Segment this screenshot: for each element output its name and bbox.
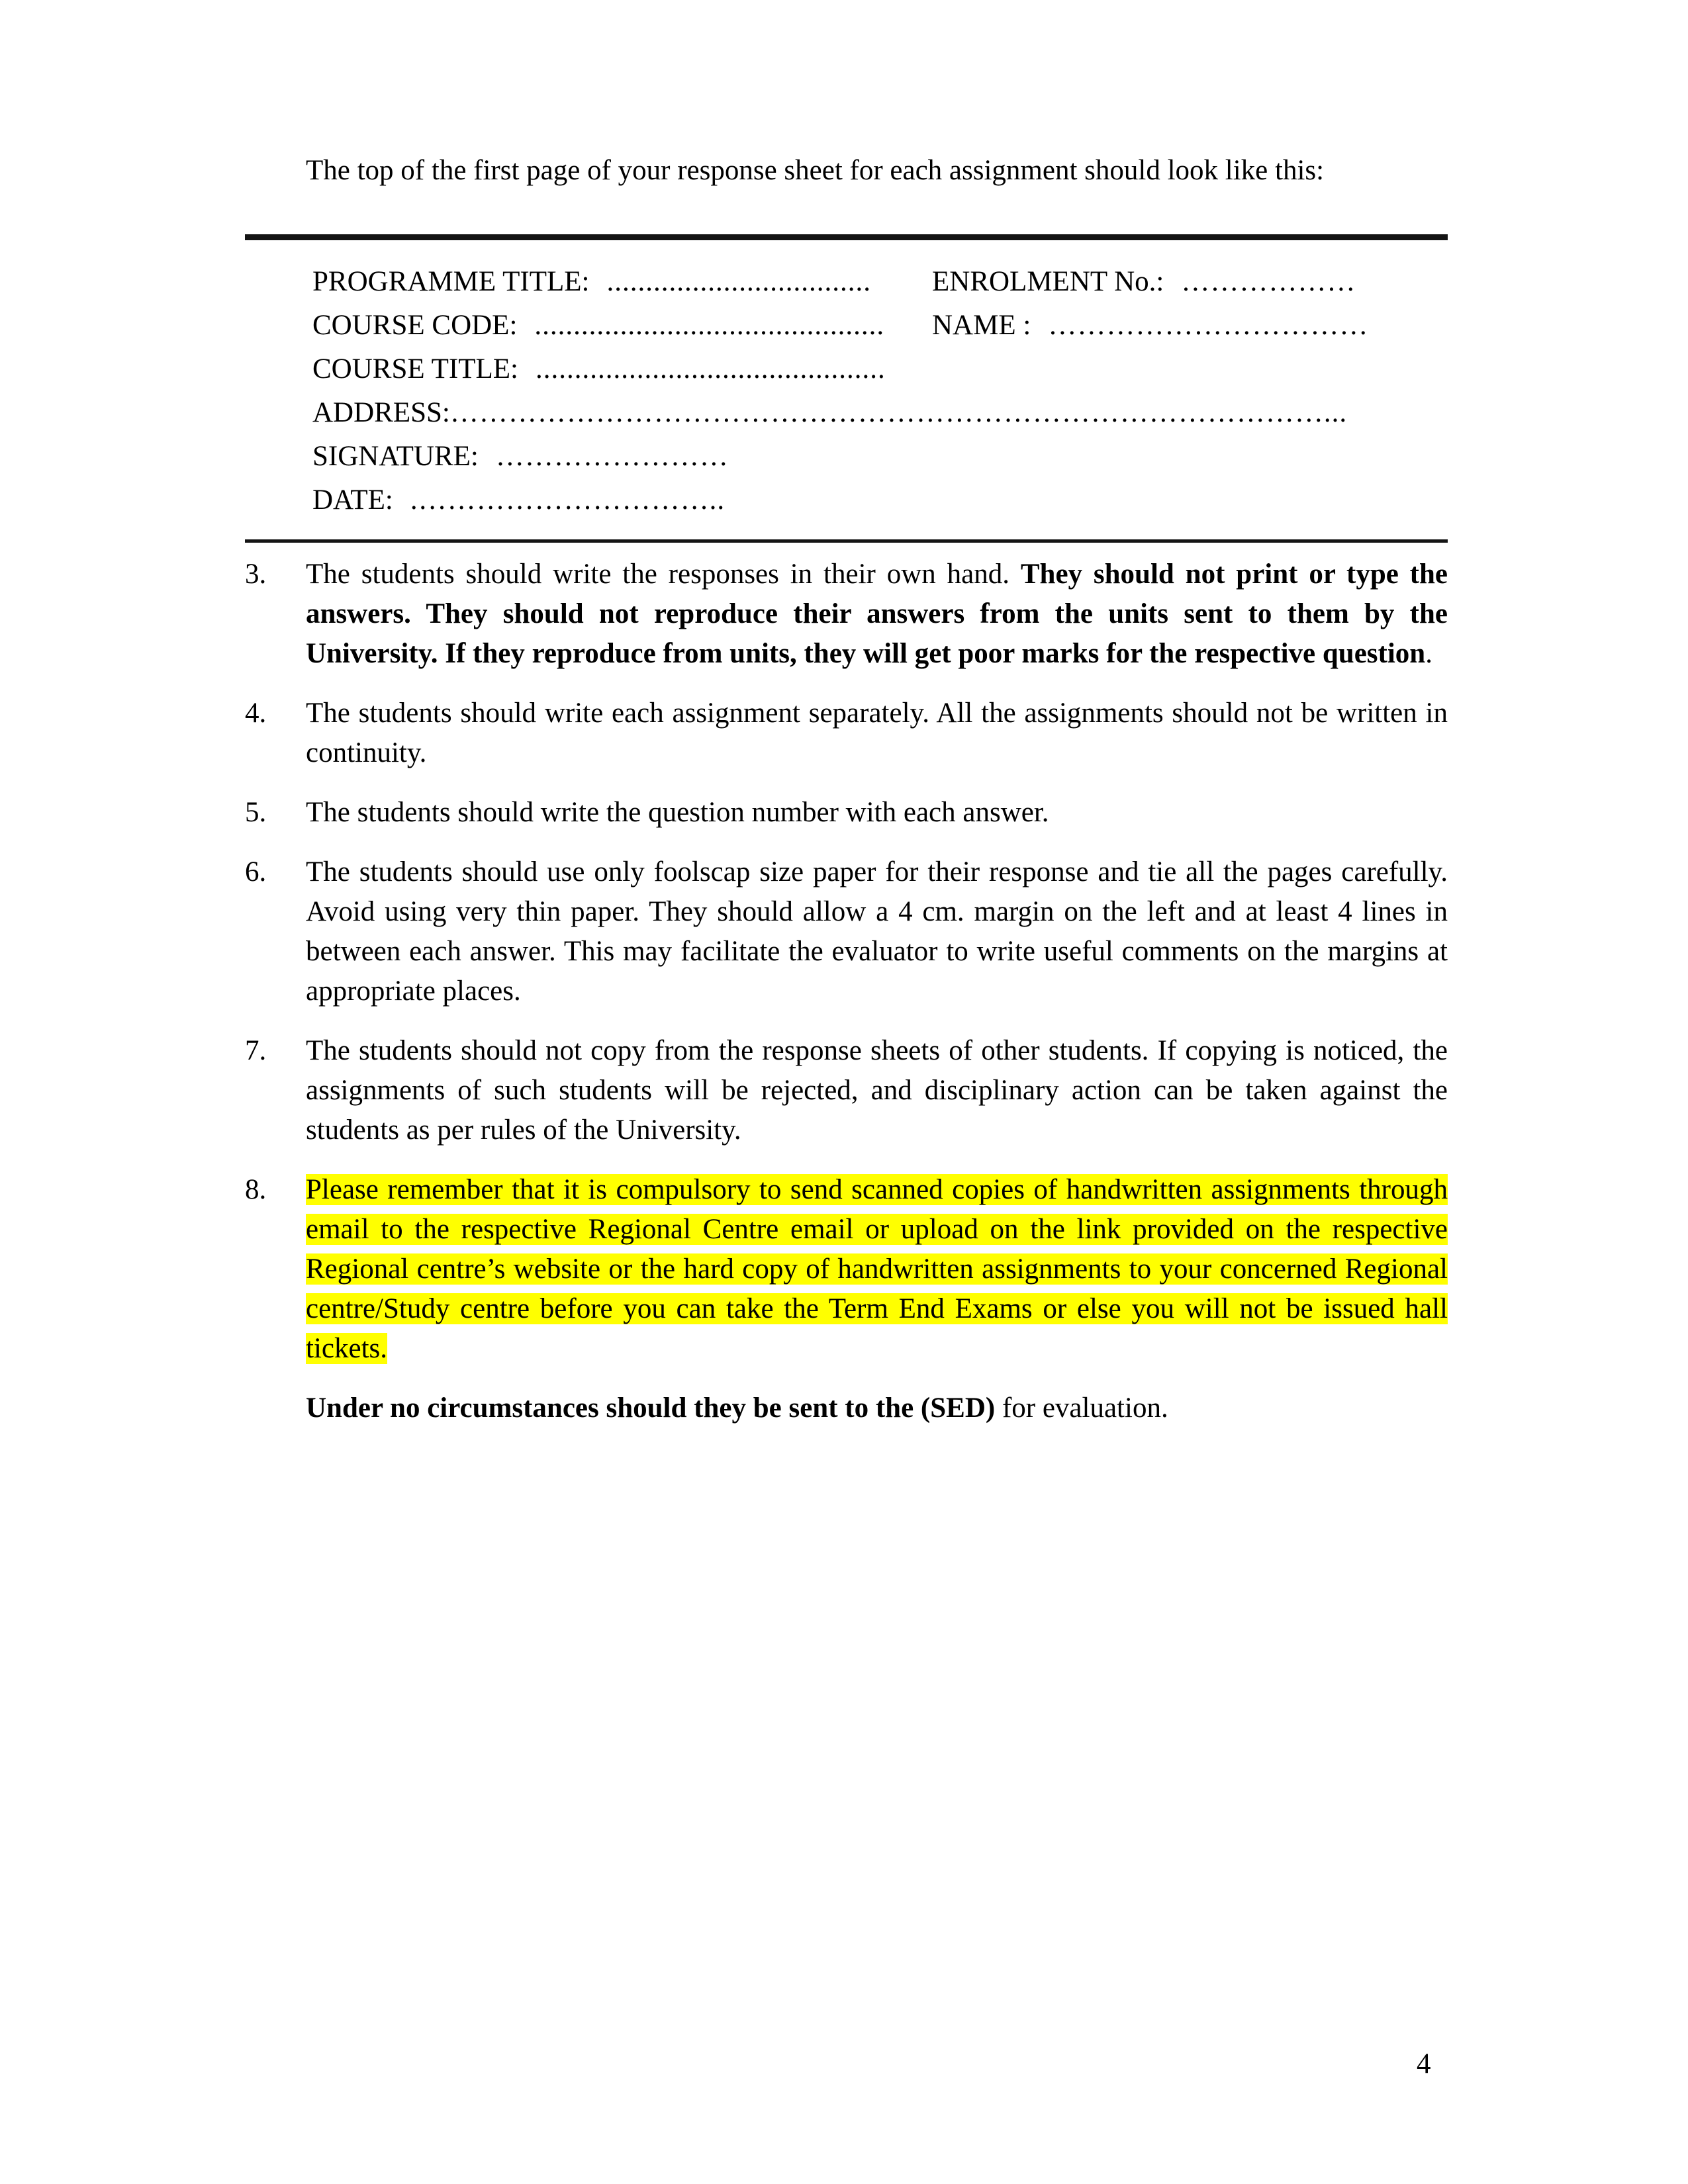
enrolment-no-field bbox=[932, 260, 1448, 304]
bold-text-run: Under no circumstances should they be sent to the (SED) bbox=[306, 1392, 996, 1424]
date-label: DATE: bbox=[312, 484, 393, 516]
text-run: for evaluation. bbox=[995, 1392, 1168, 1424]
list-item-text bbox=[306, 555, 1448, 674]
name-field bbox=[932, 304, 1448, 347]
programme-title-dotted-line: .................................. bbox=[606, 266, 871, 297]
response-sheet-header-box bbox=[245, 240, 1448, 539]
text-run: . bbox=[1425, 638, 1432, 669]
list-item bbox=[245, 1031, 1448, 1150]
list-item-number: 6. bbox=[245, 856, 267, 887]
enrolment-no-dotted-line: ……………… bbox=[1181, 266, 1356, 297]
header-box-top-rule bbox=[245, 234, 1448, 240]
form-row-coursetitle bbox=[312, 347, 1448, 391]
list-item-number: 4. bbox=[245, 698, 267, 729]
highlighted-text bbox=[306, 1174, 1448, 1364]
enrolment-no-label: ENROLMENT No.: bbox=[932, 266, 1164, 297]
list-item bbox=[245, 1170, 1448, 1369]
text-run: The students should write the question number with each answer. bbox=[306, 797, 1049, 828]
form-row-date bbox=[312, 478, 1448, 522]
intro-text: The top of the first page of your response sheet for each assignment should look like this: bbox=[306, 155, 1325, 186]
text-run: The students should use only foolscap size paper for their response and tie all the pages carefully. Avoid using very thin paper. They should allow a 4 cm. margin on the left and at least 4 lines in between each answer. This may facilitate the evaluator to write useful comments on the margins at appropriate places. bbox=[306, 856, 1448, 1007]
text-run: The students should write each assignment separately. All the assignments should not be written in continuity. bbox=[306, 698, 1448, 768]
form-row-programme-enrolment bbox=[312, 260, 1448, 304]
name-dotted-line: …………………………… bbox=[1048, 310, 1369, 341]
programme-title-label: PROGRAMME TITLE: bbox=[312, 266, 590, 297]
instruction-list bbox=[245, 555, 1448, 1369]
text-run: Please remember that it is compulsory to send scanned copies of handwritten assignments through email to the respective Regional Centre email or upload on the link provided on the respective Regional centre’s website or the hard copy of handwritten assignments to your concerned Regional centre/Study centre before you can take the Term End Exams or else you will not be issued hall tickets. bbox=[306, 1174, 1448, 1364]
form-row-coursecode-name bbox=[312, 304, 1448, 347]
list-item-number: 7. bbox=[245, 1035, 267, 1066]
course-title-label: COURSE TITLE: bbox=[312, 353, 518, 385]
closing-paragraph bbox=[306, 1388, 1448, 1428]
address-dotted-line: ………………………………………………………………………………... bbox=[449, 397, 1348, 428]
list-item-text bbox=[306, 793, 1448, 833]
page-content bbox=[245, 0, 1448, 1428]
list-item-number: 8. bbox=[245, 1174, 267, 1205]
course-code-label: COURSE CODE: bbox=[312, 310, 518, 341]
name-label: NAME : bbox=[932, 310, 1031, 341]
course-title-dotted-line: ............................................. bbox=[535, 353, 886, 385]
signature-dotted-line: …………………… bbox=[495, 441, 729, 472]
address-label: ADDRESS: bbox=[312, 397, 450, 428]
signature-field bbox=[312, 435, 729, 478]
header-box-bottom-rule bbox=[245, 539, 1448, 543]
date-field bbox=[312, 478, 725, 522]
list-item-text bbox=[306, 1170, 1448, 1369]
list-item-text bbox=[306, 694, 1448, 773]
form-row-address bbox=[312, 391, 1448, 435]
address-field bbox=[312, 391, 1347, 435]
page-number: 4 bbox=[1417, 2048, 1431, 2079]
text-run: The students should not copy from the response sheets of other students. If copying is noticed, the assignments of such students will be rejected, and disciplinary action can be taken against the students as per rules of the University. bbox=[306, 1035, 1448, 1146]
course-title-field bbox=[312, 347, 932, 391]
programme-title-field bbox=[312, 260, 932, 304]
bold-text-run: They should not print or type the answers. They should not reproduce their answers from the units sent to them by the University. If they reproduce from units, they will get poor marks for the respective question bbox=[306, 559, 1448, 669]
course-code-dotted-line: ............................................. bbox=[534, 310, 885, 341]
signature-label: SIGNATURE: bbox=[312, 441, 479, 472]
list-item bbox=[245, 694, 1448, 773]
list-item bbox=[245, 793, 1448, 833]
list-item-number: 3. bbox=[245, 559, 267, 590]
list-item bbox=[245, 555, 1448, 674]
form-row-signature bbox=[312, 435, 1448, 478]
text-run: The students should write the responses in their own hand. bbox=[306, 559, 1021, 590]
course-code-field bbox=[312, 304, 932, 347]
list-item-number: 5. bbox=[245, 797, 267, 828]
list-item-text bbox=[306, 852, 1448, 1011]
date-dotted-line: .………………………….. bbox=[410, 484, 726, 516]
list-item-text bbox=[306, 1031, 1448, 1150]
list-item bbox=[245, 852, 1448, 1011]
